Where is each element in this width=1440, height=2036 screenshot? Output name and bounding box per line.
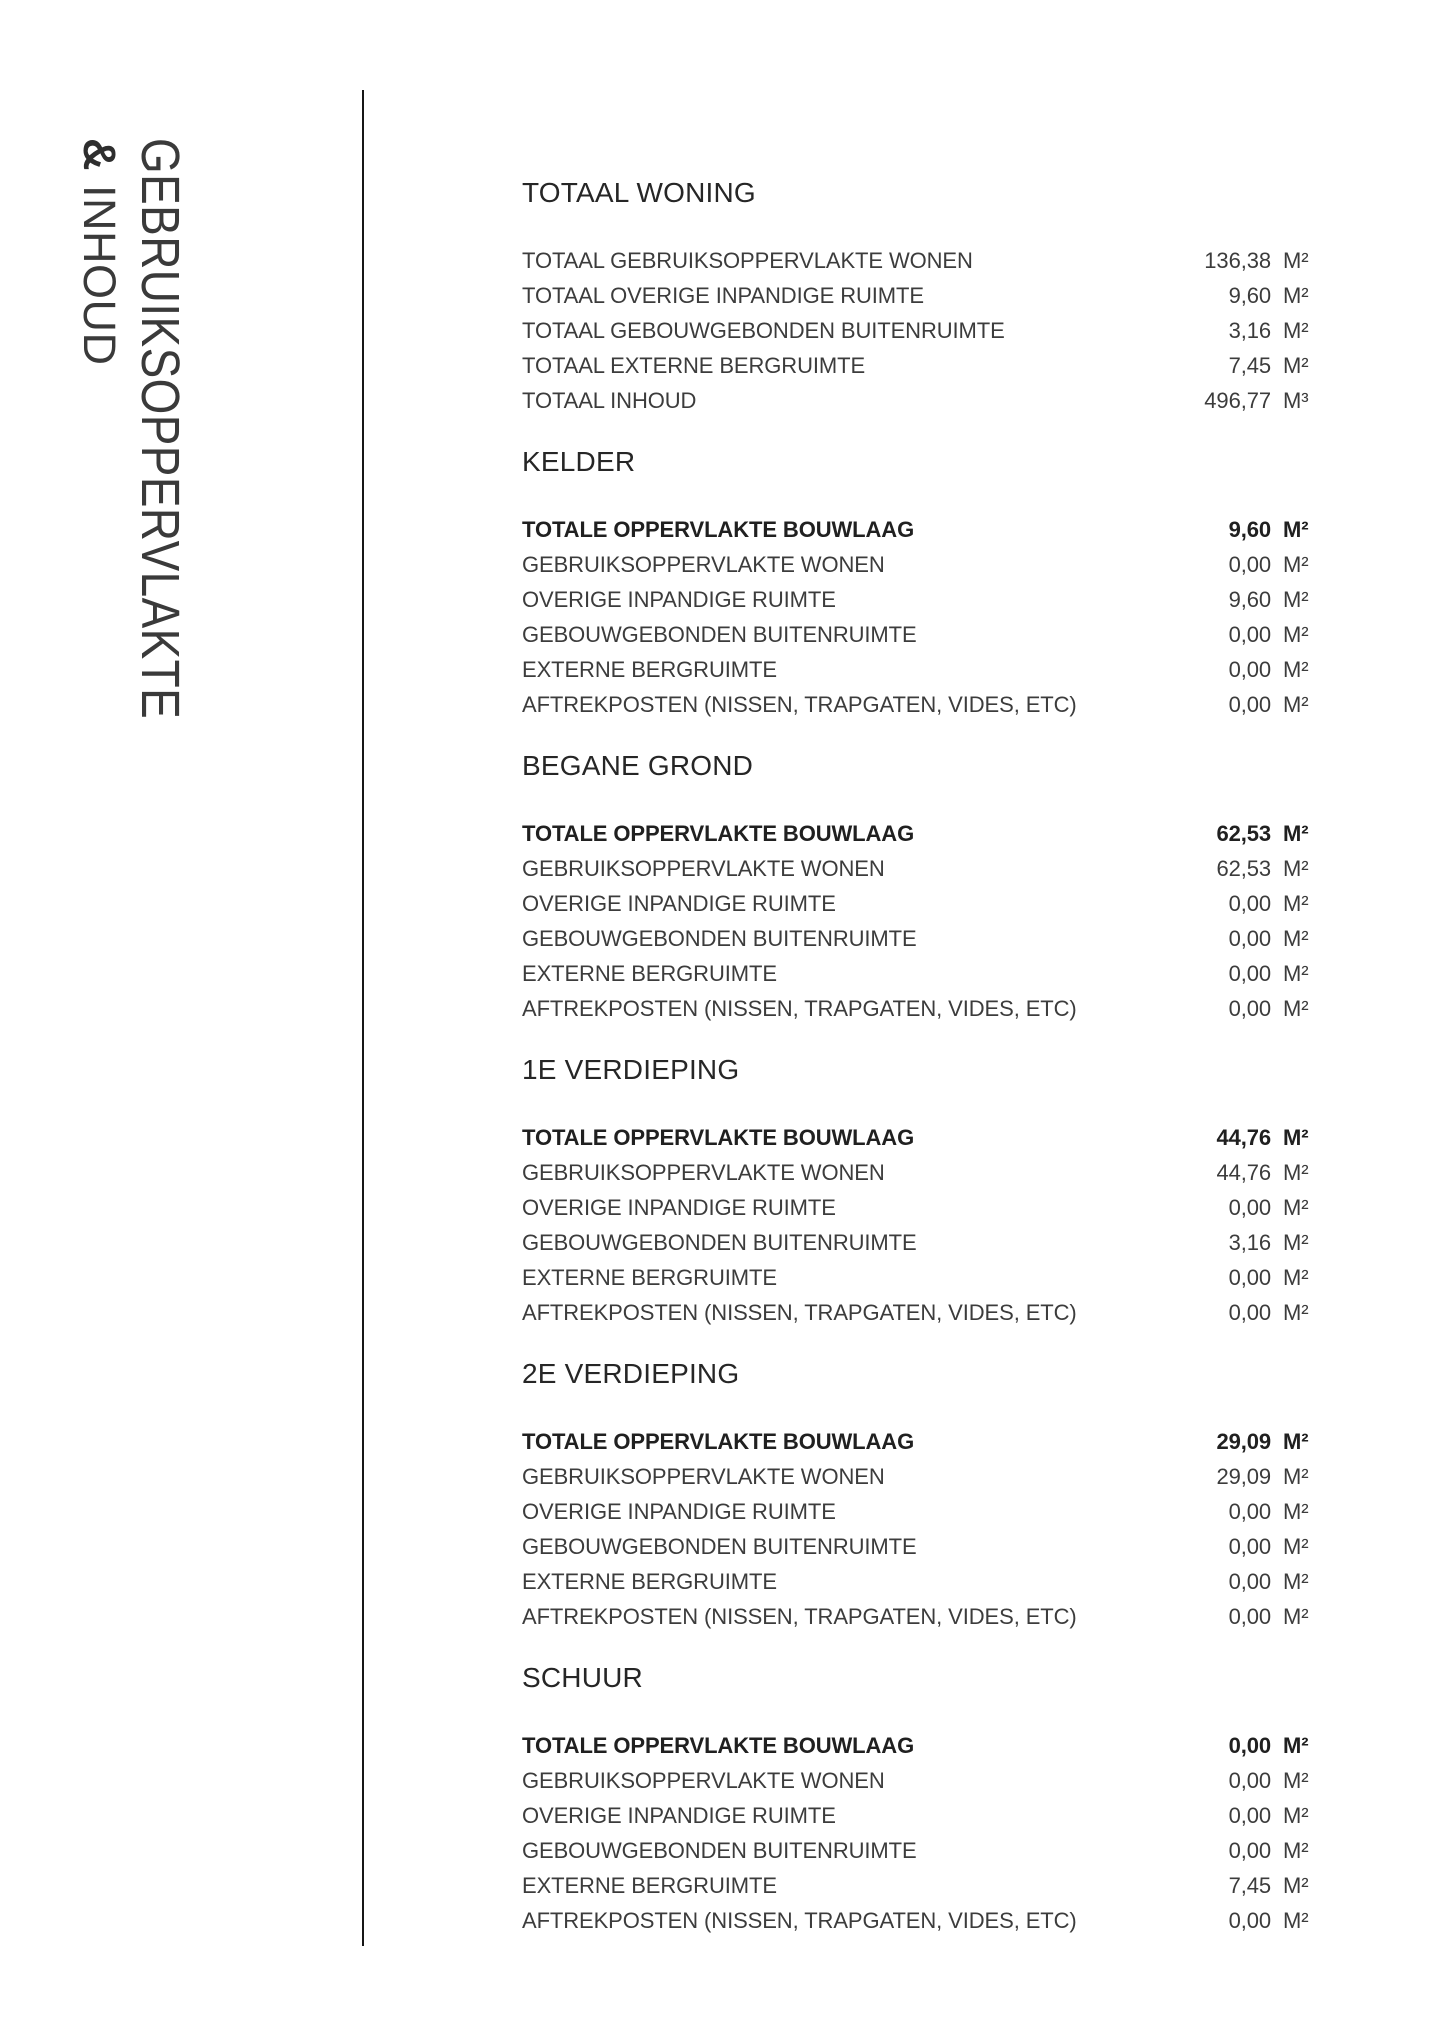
row-value: 0,00 bbox=[1228, 961, 1271, 986]
row-value: 0,00 bbox=[1228, 1569, 1271, 1594]
row-unit: M³ bbox=[1283, 388, 1309, 413]
row-value: 62,53 bbox=[1216, 821, 1271, 846]
row-unit: M² bbox=[1283, 821, 1309, 846]
row-value: 0,00 bbox=[1228, 1195, 1271, 1220]
table-row bbox=[522, 1155, 1313, 1190]
row-label: TOTALE OPPERVLAKTE BOUWLAAG bbox=[522, 1125, 915, 1150]
row-label: EXTERNE BERGRUIMTE bbox=[522, 1569, 777, 1594]
vertical-title-secondary bbox=[74, 138, 124, 366]
table-row bbox=[522, 1529, 1313, 1564]
row-label: TOTALE OPPERVLAKTE BOUWLAAG bbox=[522, 1733, 915, 1758]
row-unit: M² bbox=[1283, 1499, 1309, 1524]
measurement-report bbox=[522, 178, 1313, 1967]
row-unit: M² bbox=[1283, 1464, 1309, 1489]
section bbox=[522, 1055, 1313, 1330]
row-label: TOTALE OPPERVLAKTE BOUWLAAG bbox=[522, 821, 915, 846]
row-value: 0,00 bbox=[1228, 657, 1271, 682]
table-row bbox=[522, 921, 1313, 956]
row-value: 62,53 bbox=[1216, 856, 1271, 881]
row-label: GEBOUWGEBONDEN BUITENRUIMTE bbox=[522, 622, 917, 647]
row-value: 0,00 bbox=[1228, 1604, 1271, 1629]
section-title: 2E VERDIEPING bbox=[522, 1358, 740, 1389]
row-unit: M² bbox=[1283, 1125, 1309, 1150]
row-value: 9,60 bbox=[1228, 283, 1271, 308]
row-unit: M² bbox=[1283, 622, 1309, 647]
row-unit: M² bbox=[1283, 692, 1309, 717]
row-value: 0,00 bbox=[1228, 1908, 1271, 1933]
row-label: GEBOUWGEBONDEN BUITENRUIMTE bbox=[522, 926, 917, 951]
row-unit: M² bbox=[1283, 1265, 1309, 1290]
table-row bbox=[522, 851, 1313, 886]
row-value: 0,00 bbox=[1228, 891, 1271, 916]
row-label: GEBOUWGEBONDEN BUITENRUIMTE bbox=[522, 1534, 917, 1559]
row-unit: M² bbox=[1283, 1534, 1309, 1559]
table-row bbox=[522, 1599, 1313, 1634]
row-label: OVERIGE INPANDIGE RUIMTE bbox=[522, 587, 836, 612]
row-value: 0,00 bbox=[1228, 622, 1271, 647]
table-row bbox=[522, 1459, 1313, 1494]
row-value: 44,76 bbox=[1216, 1125, 1271, 1150]
table-row bbox=[522, 313, 1313, 348]
row-label: GEBOUWGEBONDEN BUITENRUIMTE bbox=[522, 1230, 917, 1255]
table-row bbox=[522, 1903, 1313, 1938]
table-row bbox=[522, 1190, 1313, 1225]
row-label: AFTREKPOSTEN (NISSEN, TRAPGATEN, VIDES, ETC) bbox=[522, 996, 1077, 1021]
row-unit: M² bbox=[1283, 248, 1309, 273]
row-unit: M² bbox=[1283, 587, 1309, 612]
row-unit: M² bbox=[1283, 1908, 1309, 1933]
row-label: GEBRUIKSOPPERVLAKTE WONEN bbox=[522, 856, 885, 881]
table-row bbox=[522, 512, 1313, 547]
table-row bbox=[522, 582, 1313, 617]
row-unit: M² bbox=[1283, 1803, 1309, 1828]
table-row bbox=[522, 617, 1313, 652]
row-label: AFTREKPOSTEN (NISSEN, TRAPGATEN, VIDES, ETC) bbox=[522, 1300, 1077, 1325]
table-row bbox=[522, 1868, 1313, 1903]
row-label: GEBRUIKSOPPERVLAKTE WONEN bbox=[522, 1160, 885, 1185]
section bbox=[522, 1663, 1313, 1938]
row-unit: M² bbox=[1283, 1160, 1309, 1185]
table-row bbox=[522, 1225, 1313, 1260]
row-value: 9,60 bbox=[1228, 517, 1271, 542]
table-row bbox=[522, 1833, 1313, 1868]
row-value: 0,00 bbox=[1228, 1768, 1271, 1793]
row-label: OVERIGE INPANDIGE RUIMTE bbox=[522, 891, 836, 916]
row-label: OVERIGE INPANDIGE RUIMTE bbox=[522, 1499, 836, 1524]
row-value: 7,45 bbox=[1228, 1873, 1271, 1898]
row-value: 0,00 bbox=[1228, 1838, 1271, 1863]
row-label: TOTAAL GEBRUIKSOPPERVLAKTE WONEN bbox=[522, 248, 973, 273]
table-row bbox=[522, 1424, 1313, 1459]
table-row bbox=[522, 956, 1313, 991]
row-value: 496,77 bbox=[1204, 388, 1271, 413]
row-unit: M² bbox=[1283, 353, 1309, 378]
row-unit: M² bbox=[1283, 856, 1309, 881]
row-label: EXTERNE BERGRUIMTE bbox=[522, 657, 777, 682]
row-unit: M² bbox=[1283, 1230, 1309, 1255]
row-unit: M² bbox=[1283, 1429, 1309, 1454]
table-row bbox=[522, 1260, 1313, 1295]
table-row bbox=[522, 886, 1313, 921]
row-label: AFTREKPOSTEN (NISSEN, TRAPGATEN, VIDES, ETC) bbox=[522, 1908, 1077, 1933]
table-row bbox=[522, 383, 1313, 418]
row-label: OVERIGE INPANDIGE RUIMTE bbox=[522, 1803, 836, 1828]
row-label: EXTERNE BERGRUIMTE bbox=[522, 961, 777, 986]
row-unit: M² bbox=[1283, 1195, 1309, 1220]
row-label: TOTALE OPPERVLAKTE BOUWLAAG bbox=[522, 517, 915, 542]
table-row bbox=[522, 1763, 1313, 1798]
section bbox=[522, 447, 1313, 722]
table-row bbox=[522, 687, 1313, 722]
row-value: 29,09 bbox=[1216, 1464, 1271, 1489]
row-value: 0,00 bbox=[1228, 1499, 1271, 1524]
row-value: 0,00 bbox=[1228, 926, 1271, 951]
row-value: 0,00 bbox=[1228, 552, 1271, 577]
row-label: GEBRUIKSOPPERVLAKTE WONEN bbox=[522, 1768, 885, 1793]
row-unit: M² bbox=[1283, 1569, 1309, 1594]
row-value: 29,09 bbox=[1216, 1429, 1271, 1454]
row-unit: M² bbox=[1283, 517, 1309, 542]
table-row bbox=[522, 1564, 1313, 1599]
table-row bbox=[522, 816, 1313, 851]
row-label: TOTAAL EXTERNE BERGRUIMTE bbox=[522, 353, 866, 378]
row-value: 7,45 bbox=[1228, 353, 1271, 378]
row-unit: M² bbox=[1283, 1838, 1309, 1863]
row-label: AFTREKPOSTEN (NISSEN, TRAPGATEN, VIDES, ETC) bbox=[522, 1604, 1077, 1629]
table-row bbox=[522, 1295, 1313, 1330]
row-label: EXTERNE BERGRUIMTE bbox=[522, 1873, 777, 1898]
row-unit: M² bbox=[1283, 283, 1309, 308]
row-value: 3,16 bbox=[1228, 318, 1271, 343]
row-label: TOTAAL OVERIGE INPANDIGE RUIMTE bbox=[522, 283, 924, 308]
row-value: 44,76 bbox=[1216, 1160, 1271, 1185]
row-value: 3,16 bbox=[1228, 1230, 1271, 1255]
table-row bbox=[522, 991, 1313, 1026]
row-label: GEBOUWGEBONDEN BUITENRUIMTE bbox=[522, 1838, 917, 1863]
row-unit: M² bbox=[1283, 552, 1309, 577]
row-label: OVERIGE INPANDIGE RUIMTE bbox=[522, 1195, 836, 1220]
row-unit: M² bbox=[1283, 1733, 1309, 1758]
row-unit: M² bbox=[1283, 996, 1309, 1021]
section-title: 1E VERDIEPING bbox=[522, 1054, 740, 1085]
row-unit: M² bbox=[1283, 1768, 1309, 1793]
row-value: 136,38 bbox=[1204, 248, 1271, 273]
row-unit: M² bbox=[1283, 657, 1309, 682]
table-row bbox=[522, 652, 1313, 687]
section bbox=[522, 178, 1313, 418]
row-value: 9,60 bbox=[1228, 587, 1271, 612]
row-value: 0,00 bbox=[1228, 1300, 1271, 1325]
section bbox=[522, 1359, 1313, 1634]
row-label: GEBRUIKSOPPERVLAKTE WONEN bbox=[522, 1464, 885, 1489]
ampersand: & bbox=[74, 138, 125, 171]
section-title: TOTAAL WONING bbox=[522, 177, 756, 208]
table-row bbox=[522, 1120, 1313, 1155]
row-label: TOTAAL GEBOUWGEBONDEN BUITENRUIMTE bbox=[522, 318, 1005, 343]
row-label: TOTAAL INHOUD bbox=[522, 388, 697, 413]
table-row bbox=[522, 1728, 1313, 1763]
row-unit: M² bbox=[1283, 1604, 1309, 1629]
table-row bbox=[522, 547, 1313, 582]
row-unit: M² bbox=[1283, 318, 1309, 343]
vertical-title-secondary-text: INHOUD bbox=[74, 185, 125, 366]
vertical-title-main: GEBRUIKSOPPERVLAKTE bbox=[130, 138, 190, 720]
table-row bbox=[522, 1494, 1313, 1529]
section bbox=[522, 751, 1313, 1026]
section-title: KELDER bbox=[522, 446, 636, 477]
row-unit: M² bbox=[1283, 926, 1309, 951]
table-row bbox=[522, 348, 1313, 383]
section-title: BEGANE GROND bbox=[522, 750, 754, 781]
row-value: 0,00 bbox=[1228, 1733, 1271, 1758]
row-value: 0,00 bbox=[1228, 1803, 1271, 1828]
row-unit: M² bbox=[1283, 1873, 1309, 1898]
row-label: EXTERNE BERGRUIMTE bbox=[522, 1265, 777, 1290]
table-row bbox=[522, 1798, 1313, 1833]
row-unit: M² bbox=[1283, 961, 1309, 986]
table-row bbox=[522, 278, 1313, 313]
row-label: TOTALE OPPERVLAKTE BOUWLAAG bbox=[522, 1429, 915, 1454]
row-value: 0,00 bbox=[1228, 692, 1271, 717]
vertical-divider bbox=[362, 90, 364, 1946]
row-label: AFTREKPOSTEN (NISSEN, TRAPGATEN, VIDES, ETC) bbox=[522, 692, 1077, 717]
section-title: SCHUUR bbox=[522, 1662, 643, 1693]
row-value: 0,00 bbox=[1228, 1265, 1271, 1290]
table-row bbox=[522, 243, 1313, 278]
row-value: 0,00 bbox=[1228, 996, 1271, 1021]
row-value: 0,00 bbox=[1228, 1534, 1271, 1559]
row-label: GEBRUIKSOPPERVLAKTE WONEN bbox=[522, 552, 885, 577]
row-unit: M² bbox=[1283, 1300, 1309, 1325]
row-unit: M² bbox=[1283, 891, 1309, 916]
